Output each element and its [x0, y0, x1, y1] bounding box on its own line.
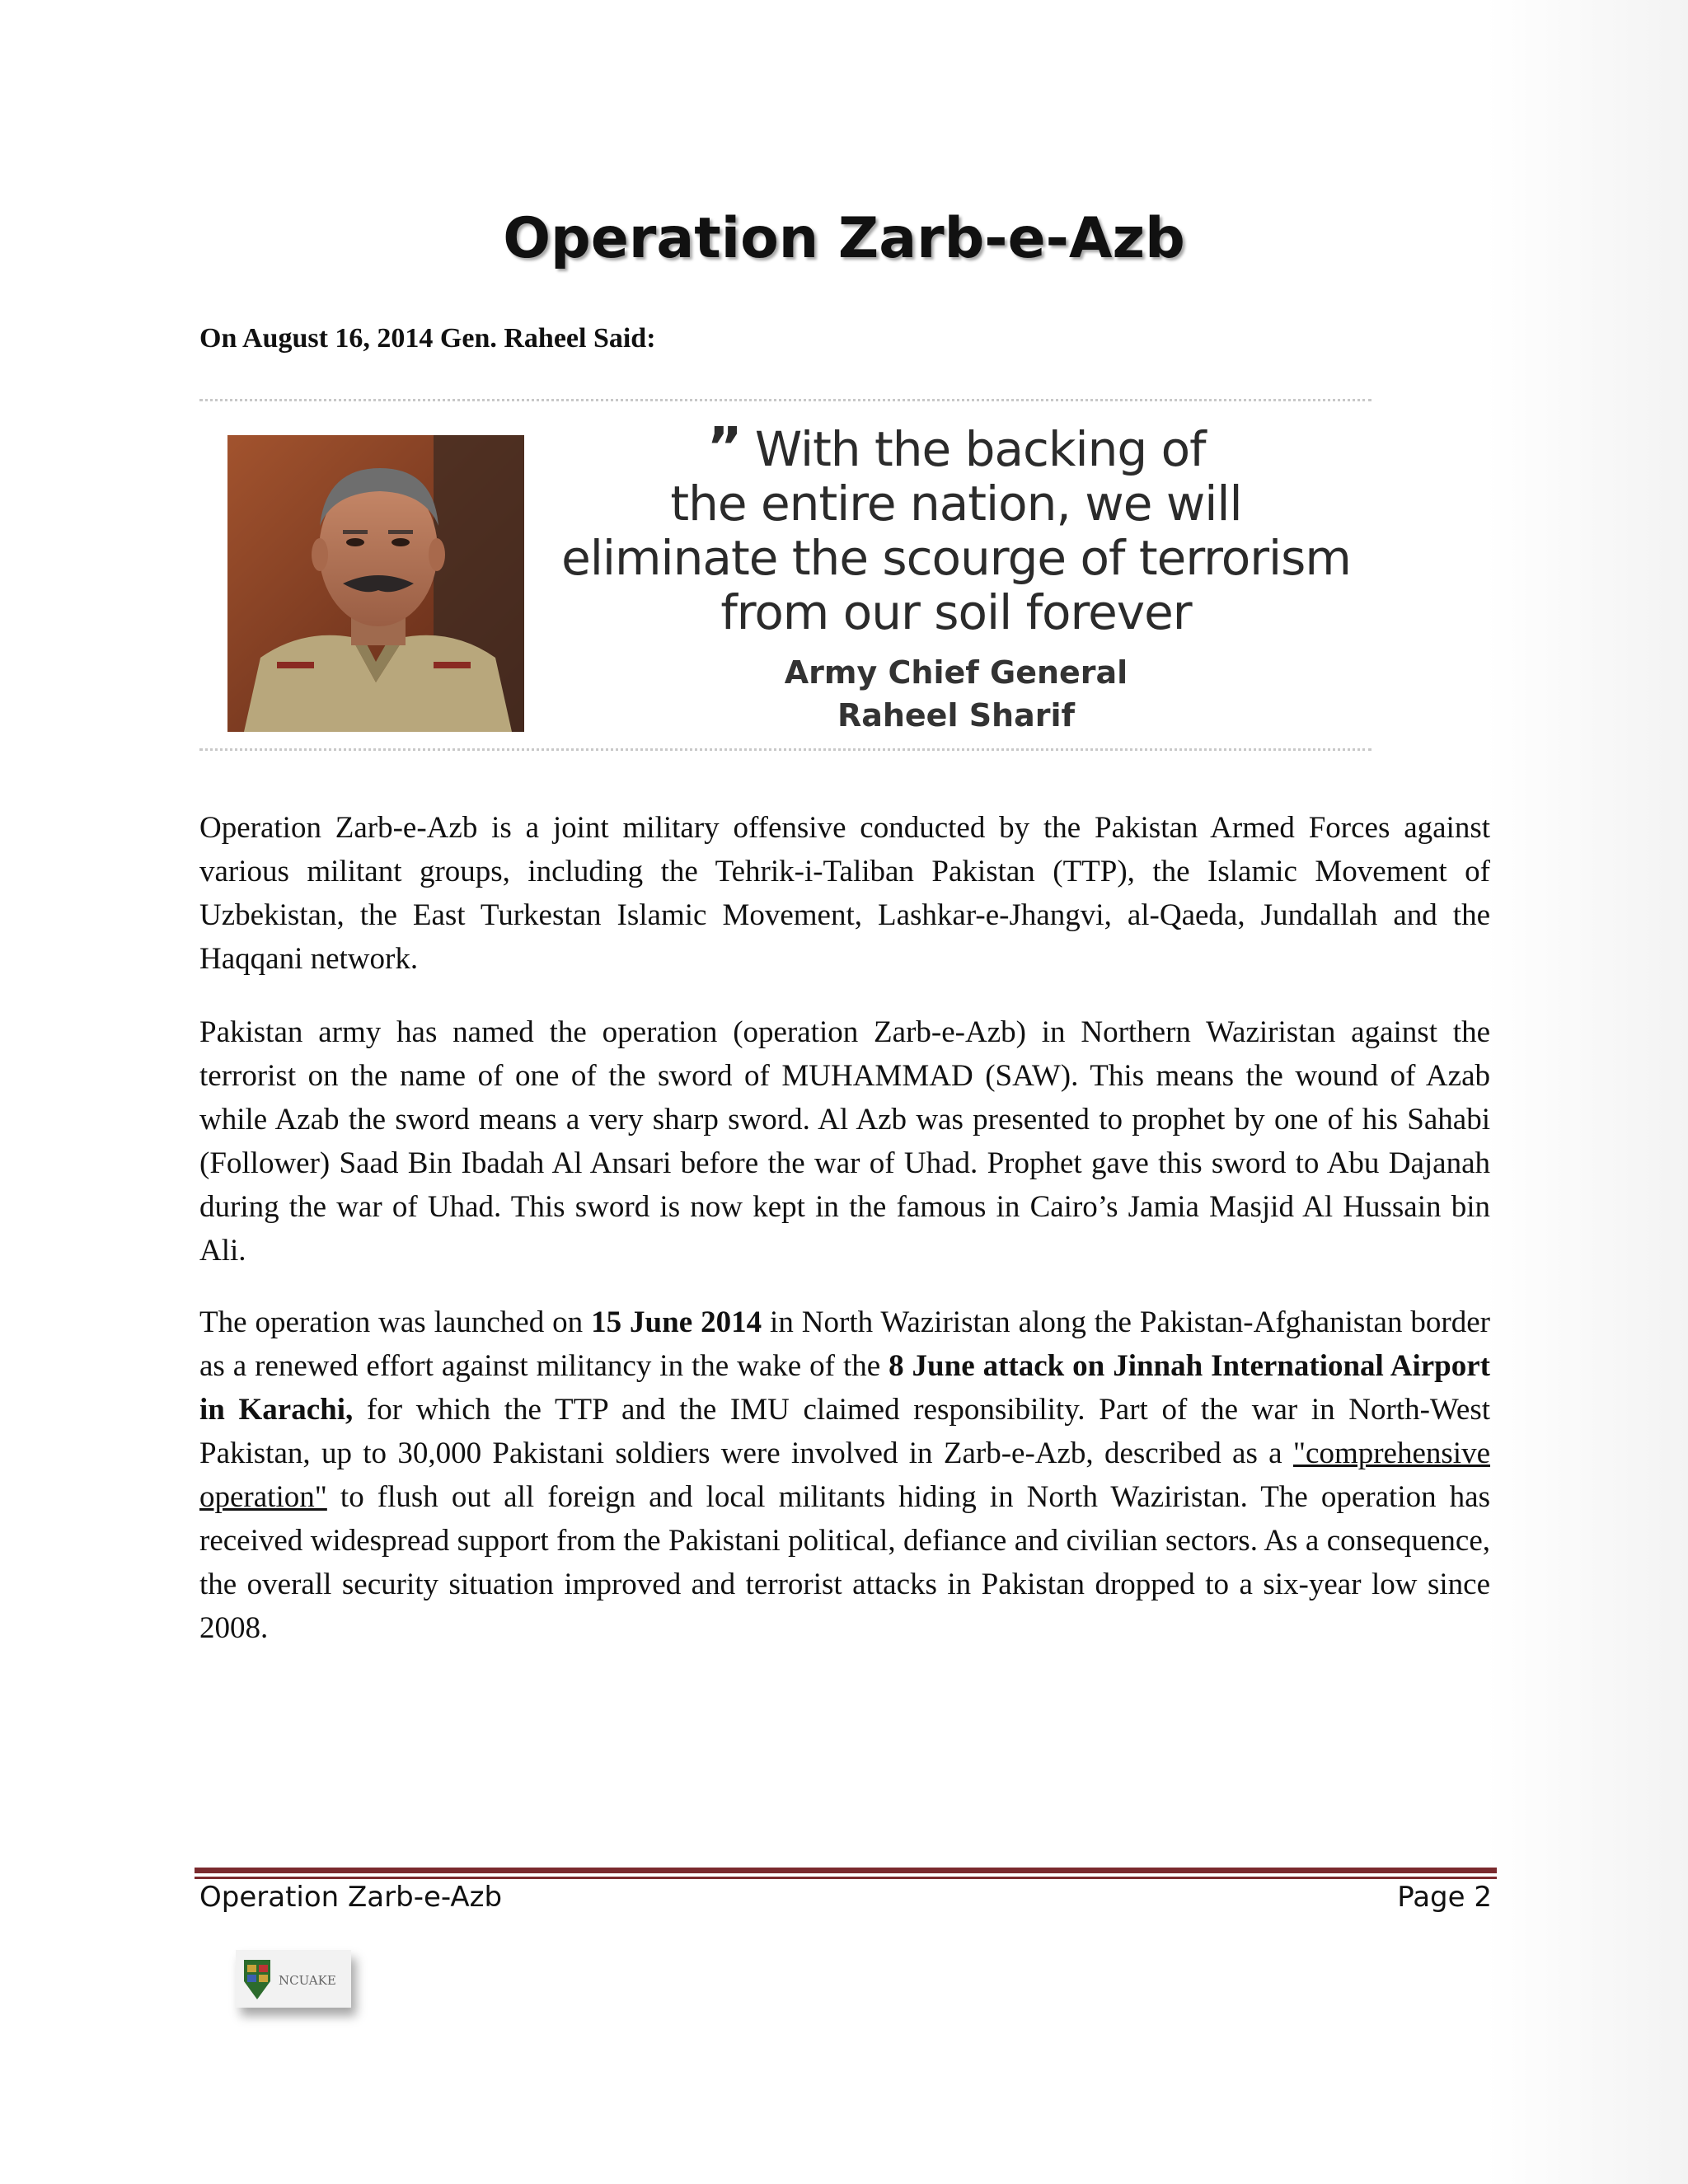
- top-dotted-rule: [199, 399, 1372, 401]
- quote-line-1: ” With the backing of: [706, 415, 1206, 479]
- page-title: Operation Zarb-e-Azb: [503, 206, 1185, 271]
- quote-mark-icon: ”: [706, 415, 742, 479]
- footer-divider: [195, 1868, 1497, 1873]
- bottom-dotted-rule: [199, 748, 1372, 751]
- quote-attribution-name: Raheel Sharif: [837, 697, 1076, 733]
- quote-line-3: eliminate the scourge of terrorism: [561, 530, 1351, 586]
- quote-line-2: the entire nation, we will: [670, 476, 1242, 532]
- quote-attribution-title: Army Chief General: [784, 654, 1128, 691]
- comprehensive-operation-link[interactable]: "comprehensive operation": [199, 1436, 1490, 1514]
- logo-text: NCUAKE: [279, 1973, 336, 1988]
- footer-page-number: Page 2: [1397, 1881, 1492, 1914]
- intro-line: On August 16, 2014 Gen. Raheel Said:: [199, 323, 656, 354]
- airport-attack-reference: 8 June attack on Jinnah International Airport in Karachi,: [199, 1349, 1490, 1427]
- launch-date: 15 June 2014: [591, 1305, 762, 1339]
- quote-block: [544, 415, 1368, 733]
- footer-divider-thin: [195, 1877, 1497, 1879]
- paragraph-3: The operation was launched on 15 June 2014 in North Waziristan along the Pakistan-Afghanistan border as a renewed effort against militancy in the wake of the 8 June attack on Jinnah International Airport in Karachi, for which the TTP and the IMU claimed responsibility. Part of the war in North-West Pakistan, up to 30,000 Pakistani soldiers were involved in Zarb-e-Azb, described as a "comprehensive operation" to flush out all foreign and local militants hiding in North Waziristan. The operation has received widespread support from the Pakistani political, defiance and civilian sectors. As a consequence, the overall security situation improved and terrorist attacks in Pakistan dropped to a six-year low since 2008.: [199, 1305, 1490, 1645]
- quote-line-4: from our soil forever: [720, 584, 1192, 640]
- footer-title: Operation Zarb-e-Azb: [199, 1881, 503, 1914]
- paragraph-2: Pakistan army has named the operation (operation Zarb-e-Azb) in Northern Waziristan against the terrorist on the name of one of the sword of MUHAMMAD (SAW). This means the wound of Azab while Azab the sword means a very sharp sword. Al Azb was presented to prophet by one of his Sahabi (Follower) Saad Bin Ibadah Al Ansari before the war of Uhad. Prophet gave this sword to Abu Dajanah during the war of Uhad. This sword is now kept in the famous in Cairo’s Jamia Masjid Al Hussain bin Ali.: [199, 1015, 1490, 1268]
- logo: [236, 1950, 351, 2008]
- paragraph-1: Operation Zarb-e-Azb is a joint military offensive conducted by the Pakistan Armed Forces against various militant groups, including the Tehrik-i-Taliban Pakistan (TTP), the Islamic Movement of Uzbekistan, the East Turkestan Islamic Movement, Lashkar-e-Jhangvi, al-Qaeda, Jundallah and the Haqqani network.: [199, 811, 1490, 976]
- general-portrait-image: [227, 435, 524, 732]
